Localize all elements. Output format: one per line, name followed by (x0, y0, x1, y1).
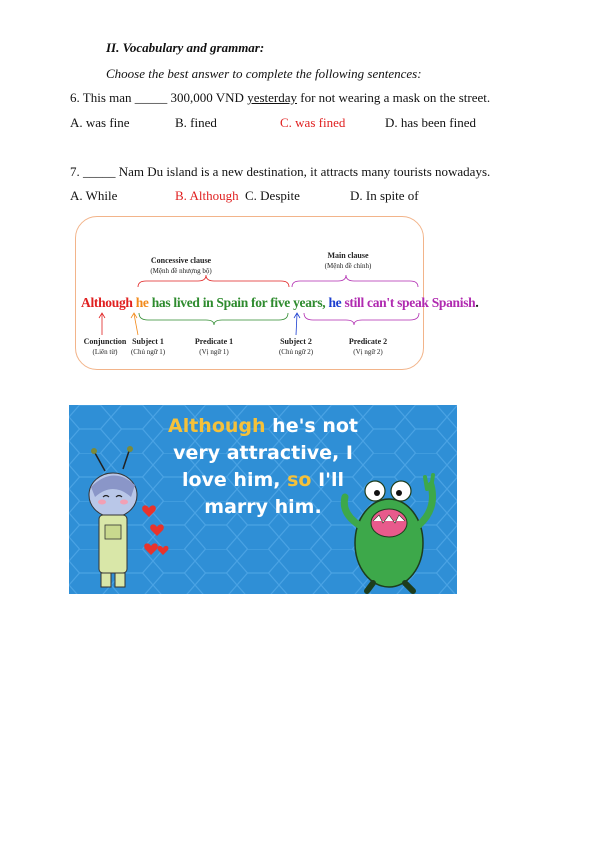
q6-option-d: D. has been fined (385, 115, 476, 130)
predicate1-label-vi: (Vị ngữ 1) (199, 348, 229, 356)
subject1-label-vi: (Chủ ngữ 1) (130, 348, 166, 356)
caption-although: Although (168, 415, 266, 437)
caption-line-1 (69, 413, 457, 440)
main-clause-title: Main clause (327, 251, 369, 260)
sentence-conjunction: Although (81, 295, 133, 310)
caption-line-3-start: love him, (181, 469, 288, 491)
caption-line-3-end: I'll (311, 469, 345, 491)
sentence-subject1: he (135, 295, 149, 310)
sentence-period: . (475, 295, 479, 310)
caption-line-1-rest: he's not (265, 415, 358, 437)
predicate1-label-en: Predicate 1 (194, 337, 234, 346)
caption-line-2: very attractive, I (173, 442, 353, 464)
subject1-label-en: Subject 1 (132, 337, 164, 346)
question-7: 7. _____ Nam Du island is a new destination, it attracts many tourists nowadays. (70, 164, 491, 179)
subject1-label (126, 337, 170, 357)
question-6-underlined: yesterday (247, 90, 298, 105)
conjunction-label-vi: (Liên từ) (92, 348, 118, 356)
q6-option-b: B. fined (175, 115, 217, 130)
question-6-suffix: for not wearing a mask on the street. (297, 90, 491, 105)
sentence-predicate1: has lived in Spain for five years, (151, 295, 326, 310)
question-6 (70, 90, 490, 106)
predicate2-bracket (304, 313, 419, 325)
caption-so: so (287, 469, 312, 491)
main-clause-subtitle: (Mệnh đề chính) (324, 262, 372, 270)
instruction: Choose the best answer to complete the following sentences: (106, 66, 422, 81)
conjunction-label-en: Conjunction (83, 337, 127, 346)
subject1-arrow (134, 314, 138, 335)
q7-option-b: B. Although (175, 188, 239, 203)
subject2-label-vi: (Chủ ngữ 2) (278, 348, 314, 356)
concessive-clause-diagram (75, 216, 479, 370)
predicate2-label-en: Predicate 2 (348, 337, 388, 346)
section-title: II. Vocabulary and grammar: (106, 40, 265, 55)
example-sentence (81, 295, 478, 311)
main-bracket (292, 275, 418, 287)
predicate1-bracket (139, 313, 288, 325)
q6-option-c: C. was fined (280, 115, 346, 130)
q7-option-c: C. Despite (245, 188, 300, 203)
concessive-clause-subtitle: (Mệnh đề nhượng bộ) (150, 267, 212, 275)
sentence-subject2: he (328, 295, 342, 310)
q7-option-d: D. In spite of (350, 188, 419, 203)
question-6-prefix: 6. This man _____ 300,000 VND (70, 90, 248, 105)
caption-line-4: marry him. (204, 496, 322, 518)
predicate2-label (344, 337, 392, 357)
caption-line-3 (69, 467, 457, 494)
although-illustration (69, 405, 457, 594)
concessive-clause-title: Concessive clause (150, 256, 212, 265)
q7-option-a: A. While (70, 188, 118, 203)
conjunction-label (78, 337, 132, 357)
subject2-label (274, 337, 318, 357)
sentence-predicate2: still can't speak Spanish (344, 295, 476, 310)
illustration-caption (69, 413, 457, 521)
q6-option-a: A. was fine (70, 115, 130, 130)
subject2-arrow (296, 314, 297, 335)
concessive-bracket (138, 275, 289, 287)
subject2-label-en: Subject 2 (280, 337, 312, 346)
predicate2-label-vi: (Vị ngữ 2) (353, 348, 383, 356)
predicate1-label (190, 337, 238, 357)
